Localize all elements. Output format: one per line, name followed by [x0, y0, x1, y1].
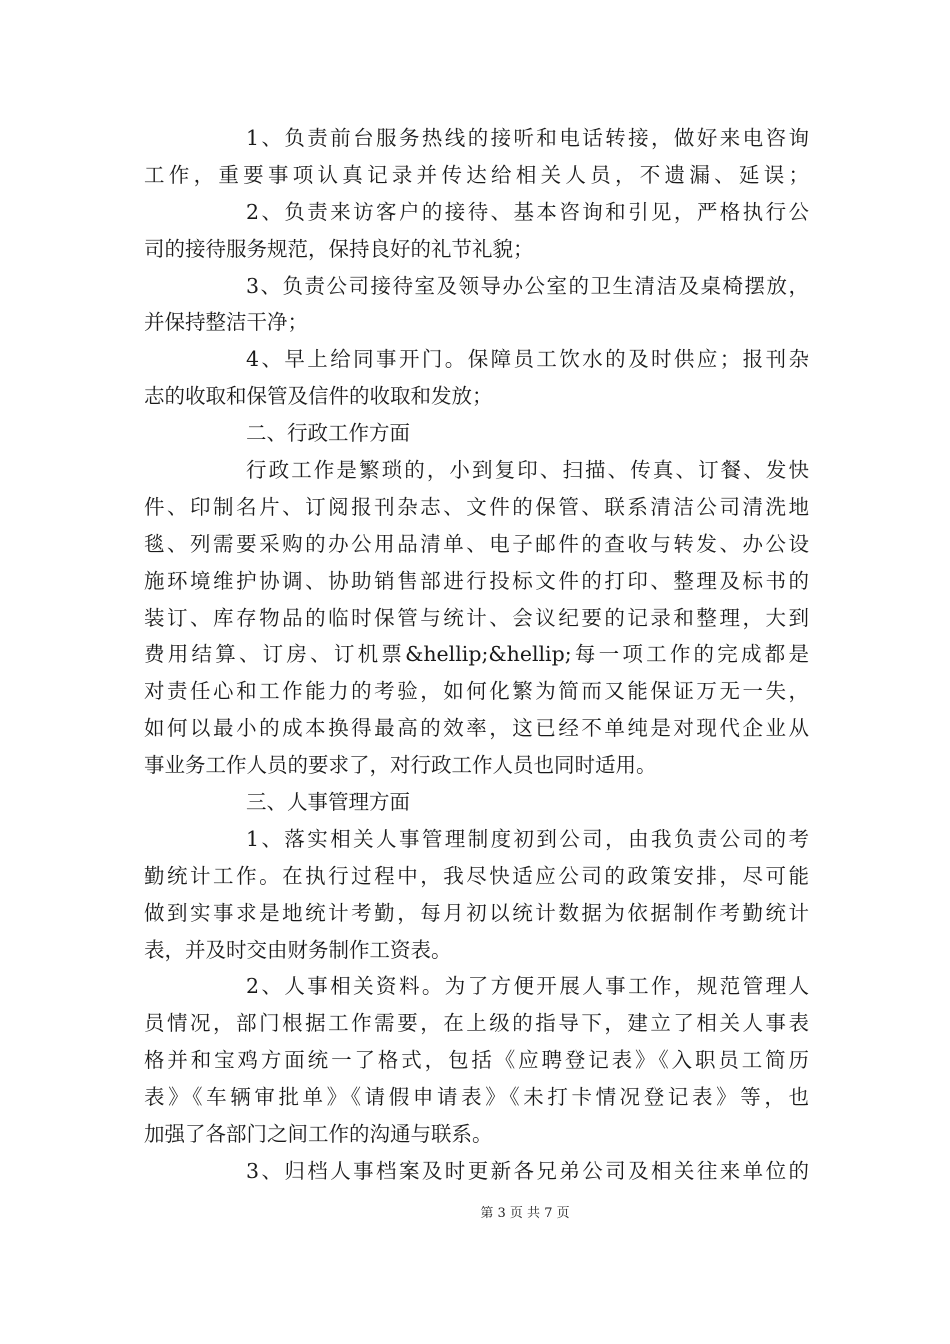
- paragraph-line: 2、人事相关资料。为了方便开展人事工作，规范管理人: [246, 974, 809, 999]
- section-heading: 二、行政工作方面: [246, 421, 410, 446]
- paragraph-line: 如何以最小的成本换得最高的效率，这已经不单纯是对现代企业从: [144, 716, 809, 741]
- paragraph-line: 司的接待服务规范，保持良好的礼节礼貌；: [144, 236, 534, 261]
- paragraph-line: 3、负责公司接待室及领导办公室的卫生清洁及桌椅摆放，: [246, 273, 809, 298]
- paragraph-line: 对责任心和工作能力的考验，如何化繁为简而又能保证万无一失，: [144, 679, 809, 704]
- paragraph-line: 费用结算、订房、订机票&hellip;&hellip;每一项工作的完成都是: [144, 642, 809, 667]
- paragraph-line: 施环境维护协调、协助销售部进行投标文件的打印、整理及标书的: [144, 568, 809, 593]
- paragraph-line: 1、负责前台服务热线的接听和电话转接，做好来电咨询: [246, 126, 809, 150]
- paragraph-line: 勤统计工作。在执行过程中，我尽快适应公司的政策安排，尽可能: [144, 863, 809, 888]
- paragraph-line: 格并和宝鸡方面统一了格式，包括《应聘登记表》《入职员工简历: [144, 1048, 809, 1073]
- paragraph-line: 志的收取和保管及信件的收取和发放；: [144, 384, 493, 409]
- paragraph-line: 2、负责来访客户的接待、基本咨询和引见，严格执行公: [246, 199, 809, 224]
- section-heading: 三、人事管理方面: [246, 790, 410, 815]
- paragraph-line: 表》《车辆审批单》《请假申请表》《未打卡情况登记表》等，也: [144, 1085, 809, 1110]
- paragraph-line: 4、早上给同事开门。保障员工饮水的及时供应；报刊杂: [246, 347, 809, 372]
- paragraph-line: 并保持整洁干净；: [144, 310, 308, 335]
- paragraph-line: 行政工作是繁琐的，小到复印、扫描、传真、订餐、发快: [246, 458, 809, 483]
- paragraph-line: 3、归档人事档案及时更新各兄弟公司及相关往来单位的: [246, 1158, 809, 1183]
- paragraph-line: 装订、库存物品的临时保管与统计、会议纪要的记录和整理，大到: [144, 605, 809, 630]
- document-body: [144, 120, 809, 1190]
- paragraph-line: 事业务工作人员的要求了，对行政工作人员也同时适用。: [144, 753, 657, 778]
- paragraph-line: 做到实事求是地统计考勤，每月初以统计数据为依据制作考勤统计: [144, 900, 809, 925]
- paragraph-line: 加强了各部门之间工作的沟通与联系。: [144, 1122, 493, 1147]
- paragraph-line: 件、印制名片、订阅报刊杂志、文件的保管、联系清洁公司清洗地: [144, 494, 809, 519]
- paragraph-line: 员情况，部门根据工作需要，在上级的指导下，建立了相关人事表: [144, 1011, 809, 1036]
- page-number-footer: 第 3 页 共 7 页: [480, 1206, 570, 1221]
- paragraph-line: 表，并及时交由财务制作工资表。: [144, 937, 452, 962]
- paragraph-line: 1、落实相关人事管理制度初到公司，由我负责公司的考: [246, 826, 809, 851]
- paragraph-line: 工作，重要事项认真记录并传达给相关人员，不遗漏、延误；: [144, 162, 809, 187]
- paragraph-line: 毯、列需要采购的办公用品清单、电子邮件的查收与转发、办公设: [144, 531, 809, 556]
